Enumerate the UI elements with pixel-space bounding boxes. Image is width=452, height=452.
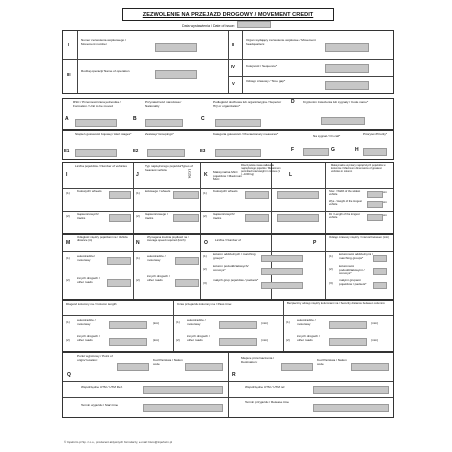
field-E2-text: Zestawy/ Groupings* [145,132,174,136]
q-utm-field[interactable] [143,386,223,394]
r-country-label: Kod Państwa / Nation code [317,358,347,366]
o-packets-field[interactable] [261,282,303,289]
pass-row-1: (1) [176,320,180,324]
field-C-text: Podległość służbowa lub organizacyjna / Superior HQ or organization* [213,100,282,108]
heaviest-tracks-field[interactable] [173,214,199,222]
field-P-label: P [313,240,317,246]
section-III-label: III [67,72,71,77]
row-1b: (1) [136,191,140,195]
on-call-field[interactable] [303,148,329,156]
o-convoys-field[interactable] [261,268,303,275]
tracks2-label: Gąsienicowego / tracks [145,212,168,220]
len-motorway-field[interactable] [109,321,147,329]
r-release-field[interactable] [313,404,389,412]
row-1: (1) [66,191,70,195]
row-1c: (1) [203,191,207,195]
row-qr [62,352,394,418]
field-R-text: Miejsce przeznaczenia / Destination: [241,356,275,364]
sec-min-2: (min) [371,338,379,342]
q-country-label: Kod Państwa / Nation code [153,358,183,366]
form-title: ZEZWOLENIE NA PRZEJAZD DROGOWY / MOVEMENT CREDIT [142,11,314,18]
field-L-text: Maksymalne wymiary najcięższych pojazdów w kolumnie / Maximum dimensions of greatest vehicles in column [331,164,386,173]
p-convoys-field[interactable] [373,268,387,275]
field-A-label: A [65,116,69,122]
section-II-label: II [232,42,235,47]
pass-min-2: (min) [261,338,269,342]
o-row-2: (2) [203,267,207,271]
n-row-2: (2) [136,278,140,282]
len-other: innych drogach / other roads [77,334,100,342]
priority-field[interactable] [363,148,387,156]
field-B-label: B [133,116,137,122]
m-row-1: (1) [66,256,70,260]
row-2: (2) [66,214,70,218]
q-country-field[interactable] [185,363,223,371]
pass-other: innych drogach / other roads [187,334,210,342]
sec-row-2: (2) [286,338,290,342]
field-C-label: C [201,116,205,122]
nationality-field[interactable] [145,119,183,127]
wheels3-label: Kołowych/ wheels [213,189,238,193]
sec-other-field[interactable] [329,338,367,346]
n-other-roads-field[interactable] [175,279,199,287]
n-motorway: autostradzie / motorway [147,254,166,262]
p-row-2: (2) [329,267,333,271]
p-row-3: (3) [329,281,333,285]
issue-date-line [182,21,271,28]
row-abcd [62,98,394,130]
p-marching-field[interactable] [373,255,387,262]
sequence-field[interactable] [325,64,369,73]
field-G-label: G [331,147,335,153]
field-N-label: N [136,240,140,246]
wheels-count-field[interactable] [109,191,131,199]
len-km-2: (km) [153,338,160,342]
length-label: Dł. / Length of the longest vehicle [329,213,360,219]
field-K-text: Maksymalna MLC pojazdów / Maximum MLC [213,170,243,182]
pass-motorway-field[interactable] [219,321,257,329]
m-other-roads: innych drogach / other roads [77,276,100,284]
r-release-label: Termin przyjazdu / Release time [245,400,290,404]
weight-wheels-field[interactable] [277,191,319,199]
top-block [62,30,394,94]
p-convoys: kolumnami pododdziałowymi / convoys* [339,264,365,276]
m-motorway-field[interactable] [107,257,131,265]
section-II-text: Organ wydający zezwolenie wojskowe / Movement headquarters: [246,38,316,46]
tracks-label: Gąsienicowych/ tracks [77,212,99,220]
security-label: Bezpieczny odstęp między kolumnami na / Security distance between columns: [287,301,386,305]
origin-field[interactable] [117,363,149,371]
height-label: Wys. / Height of the longest vehicle [329,200,362,206]
r-country-field[interactable] [351,363,389,371]
code-name-field[interactable] [321,117,365,125]
section-IV-label: IV [231,64,235,69]
r-utm-label: Współrzędne UTM / UTM ref. [245,385,286,389]
q-start-field[interactable] [143,404,223,412]
pass-min-1: (min) [261,321,269,325]
sec-row-1: (1) [286,320,290,324]
len-row-2: (2) [66,338,70,342]
row-efgh [62,130,394,160]
field-Q-text: Punkt wyjściowy / Point of origin/ location: [77,354,113,362]
field-H-label: H [355,147,359,153]
tracks-count-field[interactable] [109,214,131,222]
sec-motorway: autostradzie / motorway [297,318,316,326]
unit-field[interactable] [75,119,117,127]
wheels-label: Kołowych/ wheels [77,189,102,193]
len-motorway: autostradzie / motorway [77,318,96,326]
alert-stage-field[interactable] [75,149,117,157]
m-other-roads-field[interactable] [107,279,131,287]
o-row-3: (3) [203,281,207,285]
o-convoys: kolumn pododdziałowych/ convoys* [213,264,249,272]
o-packets: małych grup pojazdów / packets* [213,278,259,282]
field-J-text: Typ najcięższego pojazdu/Types of heaviest vehicle [145,164,193,172]
field-E1-label: E1 [64,148,70,153]
issue-date-field[interactable] [237,21,271,28]
field-E3-text: Kategoria gotowości / Precautionary measures* [213,132,279,136]
field-K-sub: Rzeczywista masa całkowita najcięższego pojazdu / Maksimum permitted total weight in tonnes (1 t ~1000 kg) [241,164,281,176]
pass-row-2: (2) [176,338,180,342]
field-H-text: Priorytet /Priority* [363,132,388,136]
weight-tracks-field[interactable] [277,214,319,222]
length-unit: cm [383,213,388,217]
row-2c: (2) [203,214,207,218]
row-length [62,300,394,352]
m-row-2: (2) [66,278,70,282]
field-M-text: Odległość między pojazdami na / Vehicle distance (in) [77,235,128,243]
o-marching: kolumn oddzielnych / marching groups* [213,252,256,260]
p-packets: małymi grupami pojazdów / packets* [339,278,367,286]
operation-name-field[interactable] [155,70,197,79]
q-start-label: Termin wyjazdu / Start time [81,403,119,407]
wheels2-label: kołowego / wheels [145,189,171,193]
time-gap-field[interactable] [325,81,369,90]
p-row-1: (1) [329,254,333,258]
field-B-text: Przynależność narodowa / Nationality [145,100,182,108]
precaution-field[interactable] [215,149,261,157]
field-F-label: F [291,147,295,153]
p-marching: kolumnami oddzielnymi / marching groups* [339,252,373,260]
field-I-text: Liczba pojazdów / Number of vehicles [75,164,127,168]
footer-copyright: © Inpeform.pl Sp. z o.o., producent aktywnych formularzy, e-mail: biuro@inpeform.pl [64,440,172,444]
o-row-1: (1) [203,254,207,258]
field-E1-text: Stopień gotowości bojowej / Alert stages* [75,132,132,136]
field-E3-label: E3 [200,148,206,153]
heaviest-wheels-field[interactable] [173,191,199,199]
len-other-field[interactable] [109,338,147,346]
column-length-label: Długość kolumny na / Column length: [66,302,118,306]
len-row-1: (1) [66,320,70,324]
q-utm-label: Współrzędne UTM / UTM Ref. [81,385,123,389]
field-A-text: RSC / Przemieszczana jednostka / Formation / Unit to be moved [73,100,121,108]
row-ijkl [62,162,394,234]
row-mnop [62,234,394,300]
issue-date-label: Data wystawienia / Date of issue: [182,24,235,28]
field-P-text: Odstęp czasowy między / Interval between (min) [329,235,390,239]
field-I-label: I [66,172,68,178]
destination-field[interactable] [281,363,313,371]
field-J-side: Liczba [187,169,192,179]
n-row-1: (1) [136,256,140,260]
r-utm-field[interactable] [313,386,389,394]
width-field[interactable] [367,191,383,198]
length-field[interactable] [367,214,383,221]
field-L-label: L [289,172,293,178]
superior-hq-field[interactable] [215,119,261,127]
form-sheet [62,6,392,442]
section-III-text: Rodzaj operacji/ Name of operation [81,69,130,73]
field-E2-label: E2 [133,148,139,153]
movement-hq-field[interactable] [325,43,369,52]
section-I-text: Numer zezwolenia wojskowego / Movement number [81,38,126,46]
sec-motorway-field[interactable] [329,321,367,329]
section-V-text: Odstęp czasowy / Time gap* [246,79,286,83]
pass-other-field[interactable] [219,338,257,346]
pass-motorway: autostradzie / motorway [187,318,206,326]
o-marching-field[interactable] [261,255,303,262]
n-motorway-field[interactable] [175,257,199,265]
mlc-tracks-field[interactable] [245,214,269,222]
width-label: Szer. / Width of the widest vehicle [329,190,361,196]
pass-time-label: Czas przejazdu kolumny na / Pass time: [177,302,233,306]
tracks3-label: Gąsienicowych/ tracks [213,212,235,220]
height-unit: cm [383,200,388,204]
field-D-text: Kryptonim zwiezienia lub sygnały / Code name* [303,100,369,104]
row-2b: (2) [136,214,140,218]
len-km-1: (km) [153,321,160,325]
width-unit: cm [383,190,388,194]
title-box [122,8,334,21]
section-IV-text: Kolejność / Sequence* [246,64,278,68]
p-packets-field[interactable] [373,282,387,289]
field-M-label: M [66,240,71,246]
field-O-text: Liczba / Number of [215,238,241,242]
section-I-label: I [68,42,70,47]
field-J-label: J [136,172,139,178]
height-field[interactable] [367,201,383,208]
field-K-label: K [204,172,208,178]
n-other-roads: innych drogach / other roads [147,274,170,282]
groupings-field[interactable] [147,149,185,157]
field-O-label: O [204,240,208,246]
field-R-label: R [232,372,236,378]
field-N-text: Wymagana średnia prędkość na / Average speed required (km/h) [147,235,189,243]
mlc-wheels-field[interactable] [245,191,269,199]
sec-other: innych drogach / other roads [297,334,320,342]
movement-number-field[interactable] [155,43,197,52]
field-F-text: Na sygnał / On call* [313,134,341,138]
section-V-label: V [232,81,235,86]
field-D-label: D [291,99,295,105]
m-motorway: autostradzie/ motorway [77,254,95,262]
sec-min-1: (min) [371,321,379,325]
field-Q-label: Q [67,372,71,378]
